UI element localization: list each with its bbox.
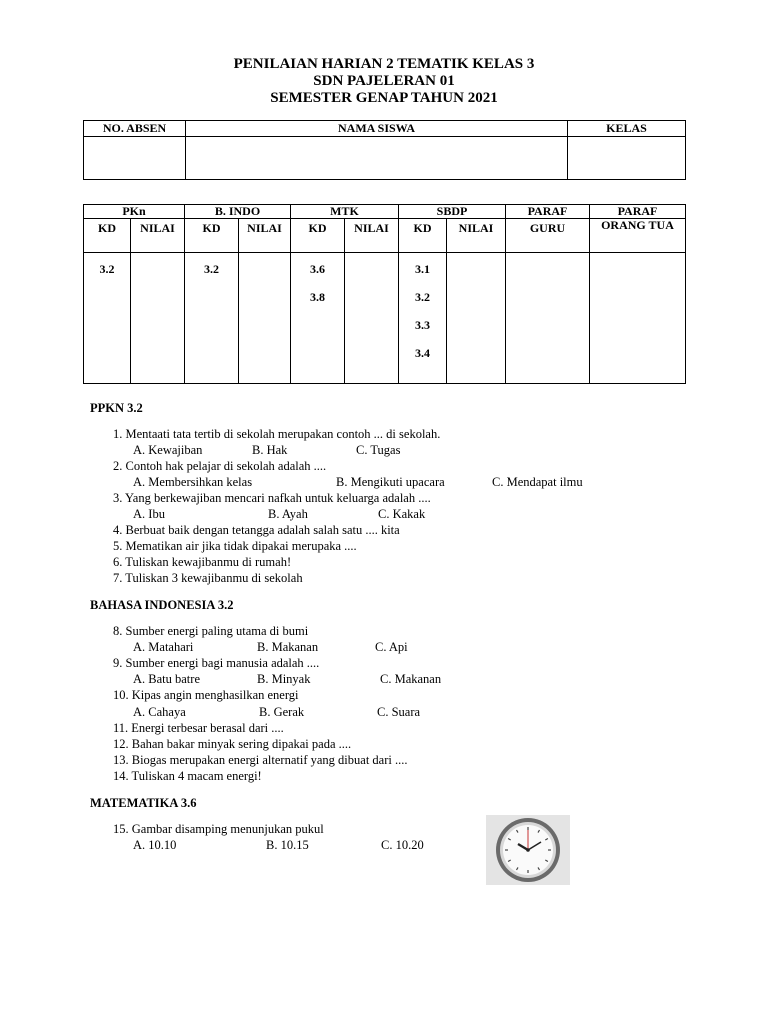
- q8-option-c: C. Api: [375, 640, 408, 654]
- question-9: 9. Sumber energi bagi manusia adalah ....: [113, 656, 320, 670]
- mtk-kd-cell: [291, 253, 345, 384]
- q15-option-c: C. 10.20: [381, 838, 424, 852]
- question-12: 12. Bahan bakar minyak sering dipakai pada ....: [113, 737, 352, 751]
- q9-option-c: C. Makanan: [380, 672, 442, 686]
- sbdp-nilai-cell[interactable]: [447, 253, 506, 384]
- header-school: SDN PAJELERAN 01: [313, 73, 455, 89]
- pkn-kd-cell: [84, 253, 131, 384]
- subject-sbdp: SBDP: [399, 205, 506, 219]
- mtk-kd-header: KD: [291, 219, 345, 253]
- subject-bindo: B. INDO: [185, 205, 291, 219]
- q8-option-a: A. Matahari: [133, 640, 194, 654]
- paraf-guru-bottom: GURU: [506, 219, 590, 253]
- question-14: 14. Tuliskan 4 macam energi!: [113, 769, 262, 783]
- paraf-guru-top: PARAF: [506, 205, 590, 219]
- q2-option-a: A. Membersihkan kelas: [133, 475, 253, 489]
- bindo-kd-header: KD: [185, 219, 239, 253]
- q2-option-b: B. Mengikuti upacara: [336, 475, 445, 489]
- question-1: 1. Mentaati tata tertib di sekolah merupakan contoh ... di sekolah.: [113, 427, 441, 441]
- question-10: 10. Kipas angin menghasilkan energi: [113, 688, 299, 702]
- kd-value: 3.1: [415, 262, 430, 276]
- q9-option-a: A. Batu batre: [133, 672, 200, 686]
- no-absen-header: NO. ABSEN: [84, 121, 186, 137]
- pkn-kd-header: KD: [84, 219, 131, 253]
- question-13: 13. Biogas merupakan energi alternatif yang dibuat dari ....: [113, 753, 408, 767]
- section-ppkn-title: PPKN 3.2: [90, 401, 143, 415]
- q10-option-a: A. Cahaya: [133, 705, 186, 719]
- bindo-nilai-cell[interactable]: [239, 253, 291, 384]
- q10-option-c: C. Suara: [377, 705, 421, 719]
- q1-option-b: B. Hak: [252, 443, 288, 457]
- kelas-field[interactable]: [568, 137, 686, 180]
- question-2: 2. Contoh hak pelajar di sekolah adalah ....: [113, 459, 327, 473]
- header-title: PENILAIAN HARIAN 2 TEMATIK KELAS 3: [233, 56, 535, 72]
- paraf-ortu-top: PARAF: [590, 205, 686, 219]
- paraf-guru-cell[interactable]: [506, 253, 590, 384]
- question-5: 5. Mematikan air jika tidak dipakai merupaka ....: [113, 539, 357, 553]
- subject-mtk: MTK: [291, 205, 399, 219]
- subject-pkn: PKn: [84, 205, 185, 219]
- sbdp-kd-cell: [399, 253, 447, 384]
- wall-clock-image: [486, 815, 570, 885]
- pkn-nilai-header: NILAI: [131, 219, 185, 253]
- kd-value: 3.2: [415, 290, 430, 304]
- kd-value: 3.2: [204, 262, 219, 276]
- q15-option-a: A. 10.10: [133, 838, 177, 852]
- section-mtk-title: MATEMATIKA 3.6: [90, 796, 197, 810]
- q10-option-b: B. Gerak: [259, 705, 305, 719]
- section-bindo-title: BAHASA INDONESIA 3.2: [90, 598, 234, 612]
- sbdp-nilai-header: NILAI: [447, 219, 506, 253]
- question-7: 7. Tuliskan 3 kewajibanmu di sekolah: [113, 571, 303, 585]
- kd-value: 3.8: [310, 290, 325, 304]
- student-identity-table: [83, 120, 686, 180]
- pkn-nilai-cell[interactable]: [131, 253, 185, 384]
- question-6: 6. Tuliskan kewajibanmu di rumah!: [113, 555, 292, 569]
- kelas-header: KELAS: [568, 121, 686, 137]
- q3-option-b: B. Ayah: [268, 507, 308, 521]
- kd-value: 3.6: [310, 262, 325, 276]
- q2-option-c: C. Mendapat ilmu: [492, 475, 583, 489]
- q1-option-a: A. Kewajiban: [133, 443, 203, 457]
- q1-option-c: C. Tugas: [356, 443, 401, 457]
- nama-siswa-header: NAMA SISWA: [186, 121, 568, 137]
- bindo-nilai-header: NILAI: [239, 219, 291, 253]
- nama-siswa-field[interactable]: [186, 137, 568, 180]
- q9-option-b: B. Minyak: [257, 672, 311, 686]
- kd-value: 3.4: [415, 346, 430, 360]
- question-11: 11. Energi terbesar berasal dari ....: [113, 721, 284, 735]
- question-4: 4. Berbuat baik dengan tetangga adalah salah satu .... kita: [113, 523, 400, 537]
- mtk-nilai-cell[interactable]: [345, 253, 399, 384]
- question-8: 8. Sumber energi paling utama di bumi: [113, 624, 309, 638]
- paraf-ortu-cell[interactable]: [590, 253, 686, 384]
- paraf-ortu-bottom: ORANG TUA: [590, 219, 686, 253]
- q3-option-a: A. Ibu: [133, 507, 165, 521]
- bindo-kd-cell: [185, 253, 239, 384]
- clock-icon: [486, 815, 570, 885]
- document-header: [0, 56, 768, 107]
- no-absen-field[interactable]: [84, 137, 186, 180]
- q15-option-b: B. 10.15: [266, 838, 309, 852]
- header-semester: SEMESTER GENAP TAHUN 2021: [270, 90, 498, 106]
- kd-value: 3.2: [99, 262, 115, 276]
- question-15: 15. Gambar disamping menunjukan pukul: [113, 822, 324, 836]
- score-table: [83, 204, 686, 384]
- kd-value: 3.3: [415, 318, 430, 332]
- question-3: 3. Yang berkewajiban mencari nafkah untuk keluarga adalah ....: [113, 491, 431, 505]
- mtk-nilai-header: NILAI: [345, 219, 399, 253]
- q3-option-c: C. Kakak: [378, 507, 426, 521]
- sbdp-kd-header: KD: [399, 219, 447, 253]
- q8-option-b: B. Makanan: [257, 640, 319, 654]
